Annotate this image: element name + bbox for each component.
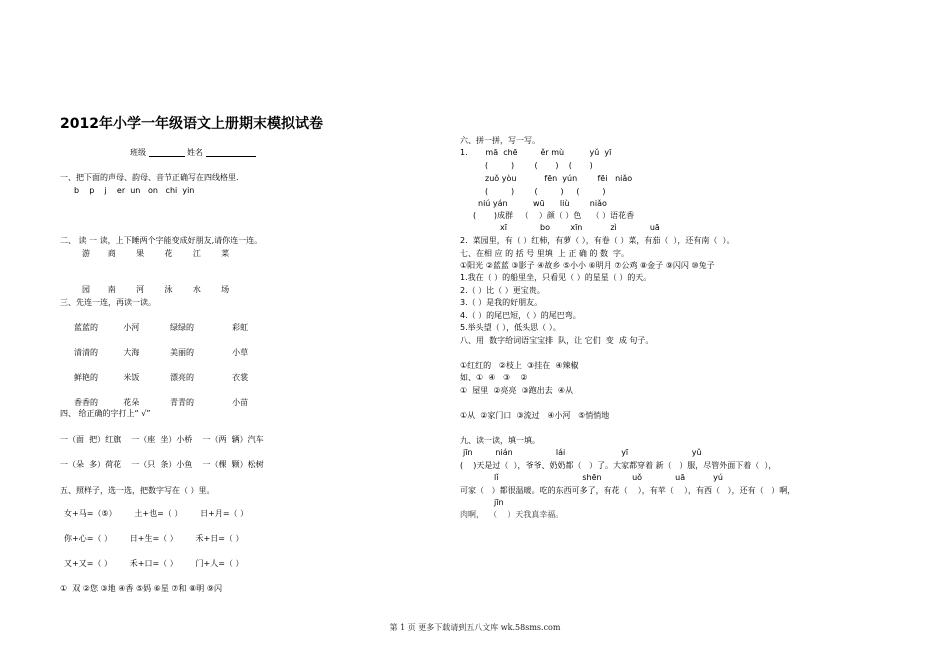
left-line: 香香的 花朵 青青的 小苗 — [74, 398, 249, 407]
right-line: 八、用 数字给词语宝宝排 队，让 它们 变 成 句子。 — [460, 336, 654, 345]
right-line: ( )天是过（ ），爷爷、奶奶都（ ）了。大家都穿着 新（ ）服，尽管外面下着（ ）， — [460, 461, 777, 470]
right-line: 2. 菜园里，有（ ）红柿，有萝（ ），有卷（ ）菜，有茄（ ），还有南（ ）。 — [460, 236, 735, 245]
name-blank[interactable] — [206, 148, 256, 160]
left-line: 一、把下面的声母、韵母、音节正确写在四线格里. — [60, 173, 239, 182]
left-line: 你+心=（ ） 日+生=（ ） 禾+日=（ ） — [64, 534, 244, 543]
closing-line: 肉啊， （ ）天我真幸福。 — [460, 510, 564, 519]
right-line: xī bo xīn zì uā — [500, 223, 660, 232]
right-line: 可家（ ）都很温暖。吃的东西可多了，有花（ ），有苹（ ），有西（ ），还有（ ）啊， — [460, 486, 796, 495]
right-line: zuǒ yòu fēn yún fēi niǎo — [485, 174, 633, 183]
right-line: ( )成群 （ ）颜（ ）色 （ ）语花香 — [473, 211, 635, 220]
right-line: 如、① ④ ③ ② — [460, 373, 528, 382]
right-line: ( ) ( ) ( ) — [485, 161, 593, 170]
right-line: niú yán wū liù niǎo — [478, 199, 607, 208]
right-line: 六、拼一拼，写一写。 — [460, 136, 540, 145]
right-line: jīn — [494, 498, 504, 507]
right-line: ( ) ( ) ( ) — [485, 187, 606, 196]
right-line: 2.（ ）比（ ）更宝贵。 — [460, 286, 545, 295]
left-line: ① 双 ②您 ③地 ④香 ⑤妈 ⑥星 ⑦和 ⑧明 ⑨闪 — [60, 584, 222, 593]
left-line: 姓名 — [187, 148, 203, 157]
page-title: 2012年小学一年级语文上册期末模拟试卷 — [60, 116, 323, 132]
left-line: 三、先连一连，再读一读。 — [60, 298, 156, 307]
left-line: 一（朵 多）荷花 一（只 条）小鱼 一（棵 颗）松树 — [60, 460, 264, 469]
right-line: 5.举头望（ ），低头思（ ）。 — [460, 323, 561, 332]
class-blank[interactable] — [149, 148, 185, 160]
left-line: 蓝蓝的 小河 绿绿的 彩虹 — [74, 323, 249, 332]
right-line: 1.我在（ ）的船里坐，只看见（ ）的星星（ ）的天。 — [460, 273, 652, 282]
right-line: ① 屋里 ②亮亮 ③跑出去 ④从 — [460, 386, 574, 395]
left-line: 二、 读 一 读，上下睡两个字能变成好朋友,请你连一连。 — [60, 236, 263, 245]
left-line: 班级 — [130, 148, 146, 157]
left-line: 游 商 果 花 江 菜 — [82, 249, 230, 258]
right-line: 3.（ ）是我的好朋友。 — [460, 298, 543, 307]
right-line: ①从 ②家门口 ③流过 ④小河 ⑤悄悄地 — [460, 411, 610, 420]
right-line: 九、读一读，填一填。 — [460, 436, 540, 445]
left-line: 清清的 大海 美丽的 小草 — [74, 348, 249, 357]
right-line: 七、在相 应 的 括 号 里填 上 正 确 的 数 字。 — [460, 249, 630, 258]
left-line: 四、 给正确的字打上“ √” — [60, 409, 151, 418]
page-footer: 第 1 页 更多下载请到五八文库 wk.58sms.com — [389, 623, 561, 632]
right-line: ①阳光 ②蓝蓝 ③影子 ④故乡 ⑤小小 ⑥明月 ⑦公鸡 ⑧金子 ⑨闪闪 ⑩兔子 — [460, 261, 715, 270]
left-line: b p j er un on chi yin — [74, 186, 195, 195]
right-line: ①红红的 ②枝上 ③挂在 ④辣椒 — [460, 361, 579, 370]
left-line: 五、照样子，选一选，把数字写在（ ）里。 — [60, 486, 215, 495]
left-line: 又+又=（ ） 禾+口=（ ） 门+人=（ ） — [64, 559, 244, 568]
right-line: jīn nián lái yī yǔ — [463, 448, 702, 457]
left-line: 园 南 河 泳 水 场 — [82, 285, 230, 294]
left-line: 鲜艳的 米饭 漂亮的 衣裳 — [74, 373, 249, 382]
right-line: 1. mā chē ěr mù yǔ yī — [460, 148, 612, 157]
left-line: 一（面 把）红旗 一（座 坐）小桥 一（两 辆）汽车 — [60, 435, 264, 444]
right-line: 4.（ ）的尾巴短，（ ）的尾巴弯。 — [460, 311, 581, 320]
left-line: 女+马=（⑤） 土+也=（ ） 日+月=（ ） — [64, 509, 249, 518]
right-line: lǐ shēn uǒ uā yú — [494, 473, 723, 482]
